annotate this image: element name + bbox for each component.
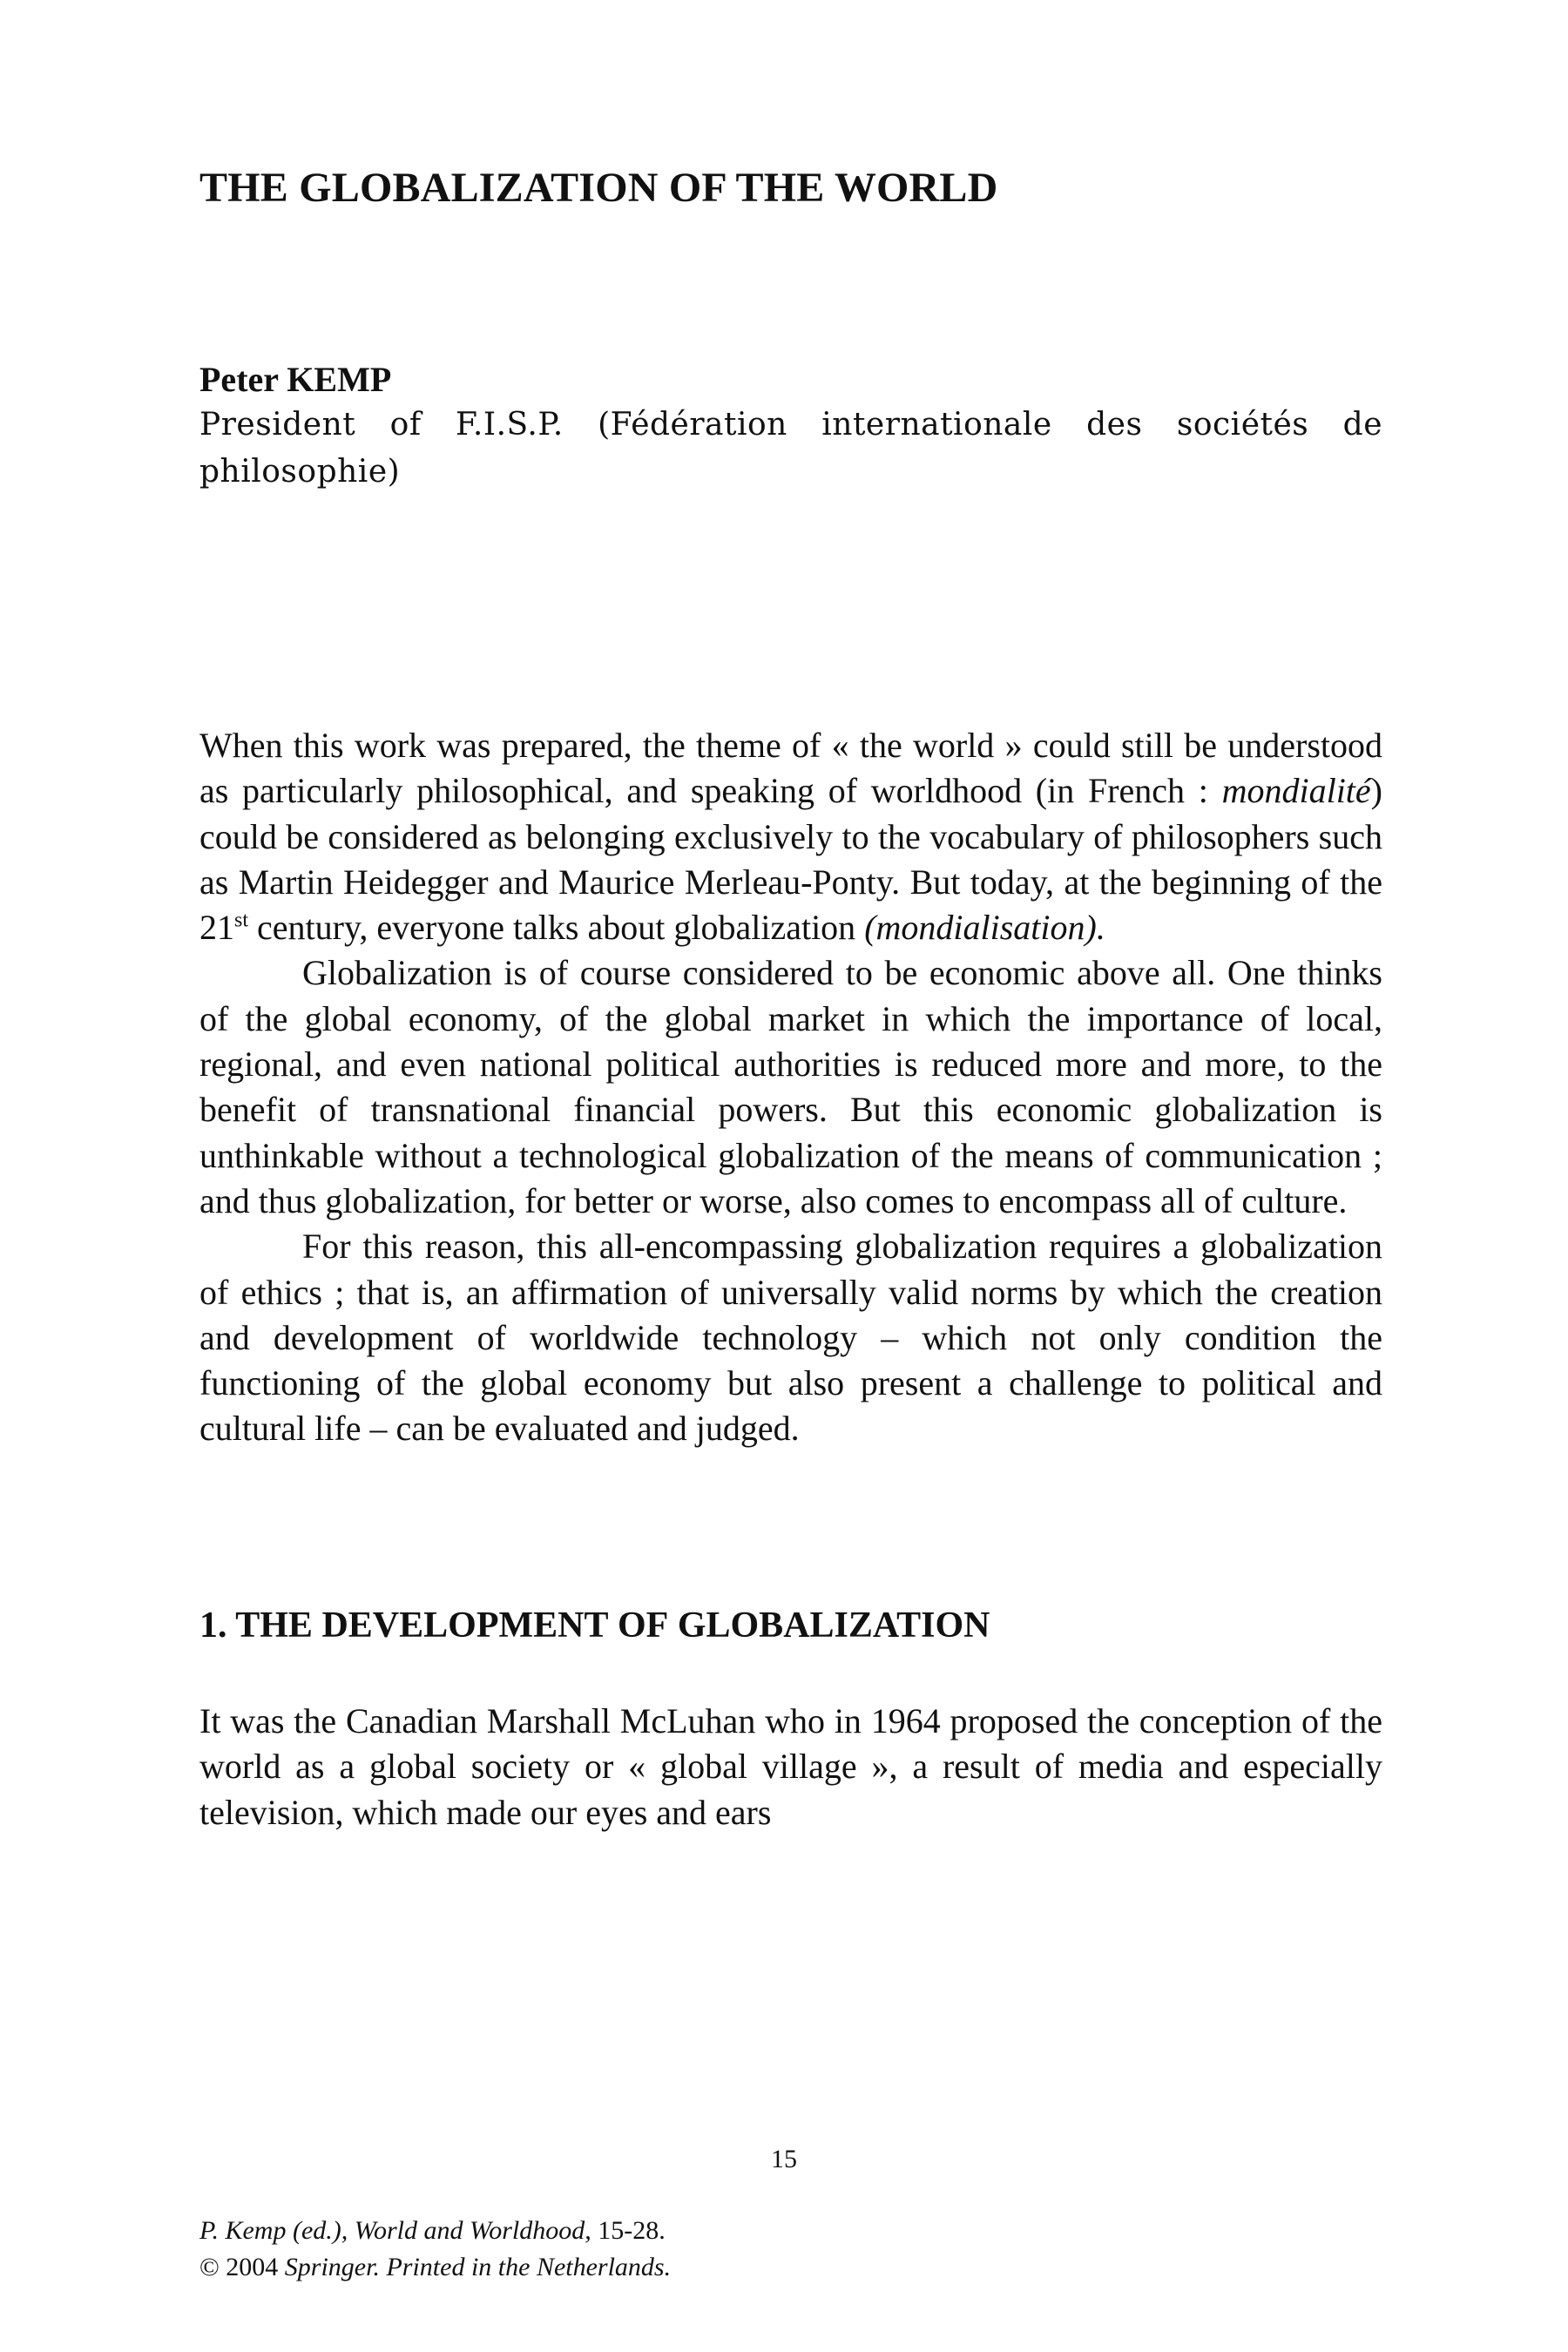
title-part: LOBALIZATION [331,165,659,211]
author-block [199,358,1382,496]
heading-part: G [677,1605,706,1646]
paragraph: Globalization is of course considered to be economic above all. One thinks of the global economy, of the global market in which the importance of local, regional, and even national political authorities is reduced more and more, to the benefit of transnational financial powers. But this economic globalization is unthinkable without a technological globalization of the means of communication ; and thus globalization, for better or worse, also comes to encompass all of culture. [199,953,1382,1220]
heading-part: OF [618,1605,669,1646]
copyright-line [199,2249,1382,2286]
heading-part: LOBALIZATION [706,1605,990,1646]
citation-pages: 15-28. [591,2216,666,2245]
publisher: Springer. Printed in the Netherlands. [284,2253,672,2281]
title-part: W [834,165,877,211]
section-heading [199,1605,1382,1646]
title-part: G [299,165,332,211]
heading-part: HE [260,1605,313,1646]
text-run: ) could be considered as belonging exclusively to the vocabulary of philosophers such as Martin Heidegger and Maurice Merleau-Ponty. But today, at the beginning of the 21 [199,771,1382,948]
section-1-body [199,1699,1382,1835]
text-run: century, everyone talks about globalization [248,908,865,948]
heading-part: EVELOPMENT [348,1605,609,1646]
citation-footer [199,2213,1382,2286]
author-last-name-cap: K [287,360,314,399]
section-number: 1. [199,1605,227,1646]
text-run: When this work was prepared, the theme of « the world » could still be understood as particularly philosophical, and speaking of worldhood (in French : [199,726,1382,811]
citation-italic: P. Kemp (ed.), World and Worldhood, [199,2216,591,2245]
title-part: OF THE [668,165,825,211]
title-part: T [199,165,228,211]
paragraph: It was the Canadian Marshall McLuhan who in 1964 proposed the conception of the world as a global society or « global village », a result of media and especially television, which made our eyes and ears [199,1701,1382,1832]
introduction [199,723,1382,1452]
italic-term: (mondialisation). [864,908,1105,948]
heading-part: D [321,1605,348,1646]
author-last-name-rest: EMP [314,360,392,399]
superscript: st [234,909,249,932]
author-affiliation: President of F.I.S.P. (Fédération internationale des sociétés de philosophie) [199,407,1382,490]
article-title [199,164,1382,212]
paragraph: For this reason, this all-encompassing globalization requires a globalization of ethics ; that is, an affirmation of universally valid norms by which the creation and development of worldwide technology – which not only condition the functioning of the global economy but also present a challenge to political and cultural life – can be evaluated and judged. [199,1227,1382,1449]
page-number: 15 [771,2145,797,2173]
author-name [199,358,1382,402]
author-first-name: Peter [199,360,279,399]
title-part: ORLD [876,165,998,211]
heading-part: T [235,1605,260,1646]
title-part: HE [227,165,288,211]
italic-term: mondialité [1221,771,1371,811]
copyright-year: © 2004 [199,2253,285,2281]
citation-line [199,2213,1382,2249]
paragraph [199,723,1382,950]
